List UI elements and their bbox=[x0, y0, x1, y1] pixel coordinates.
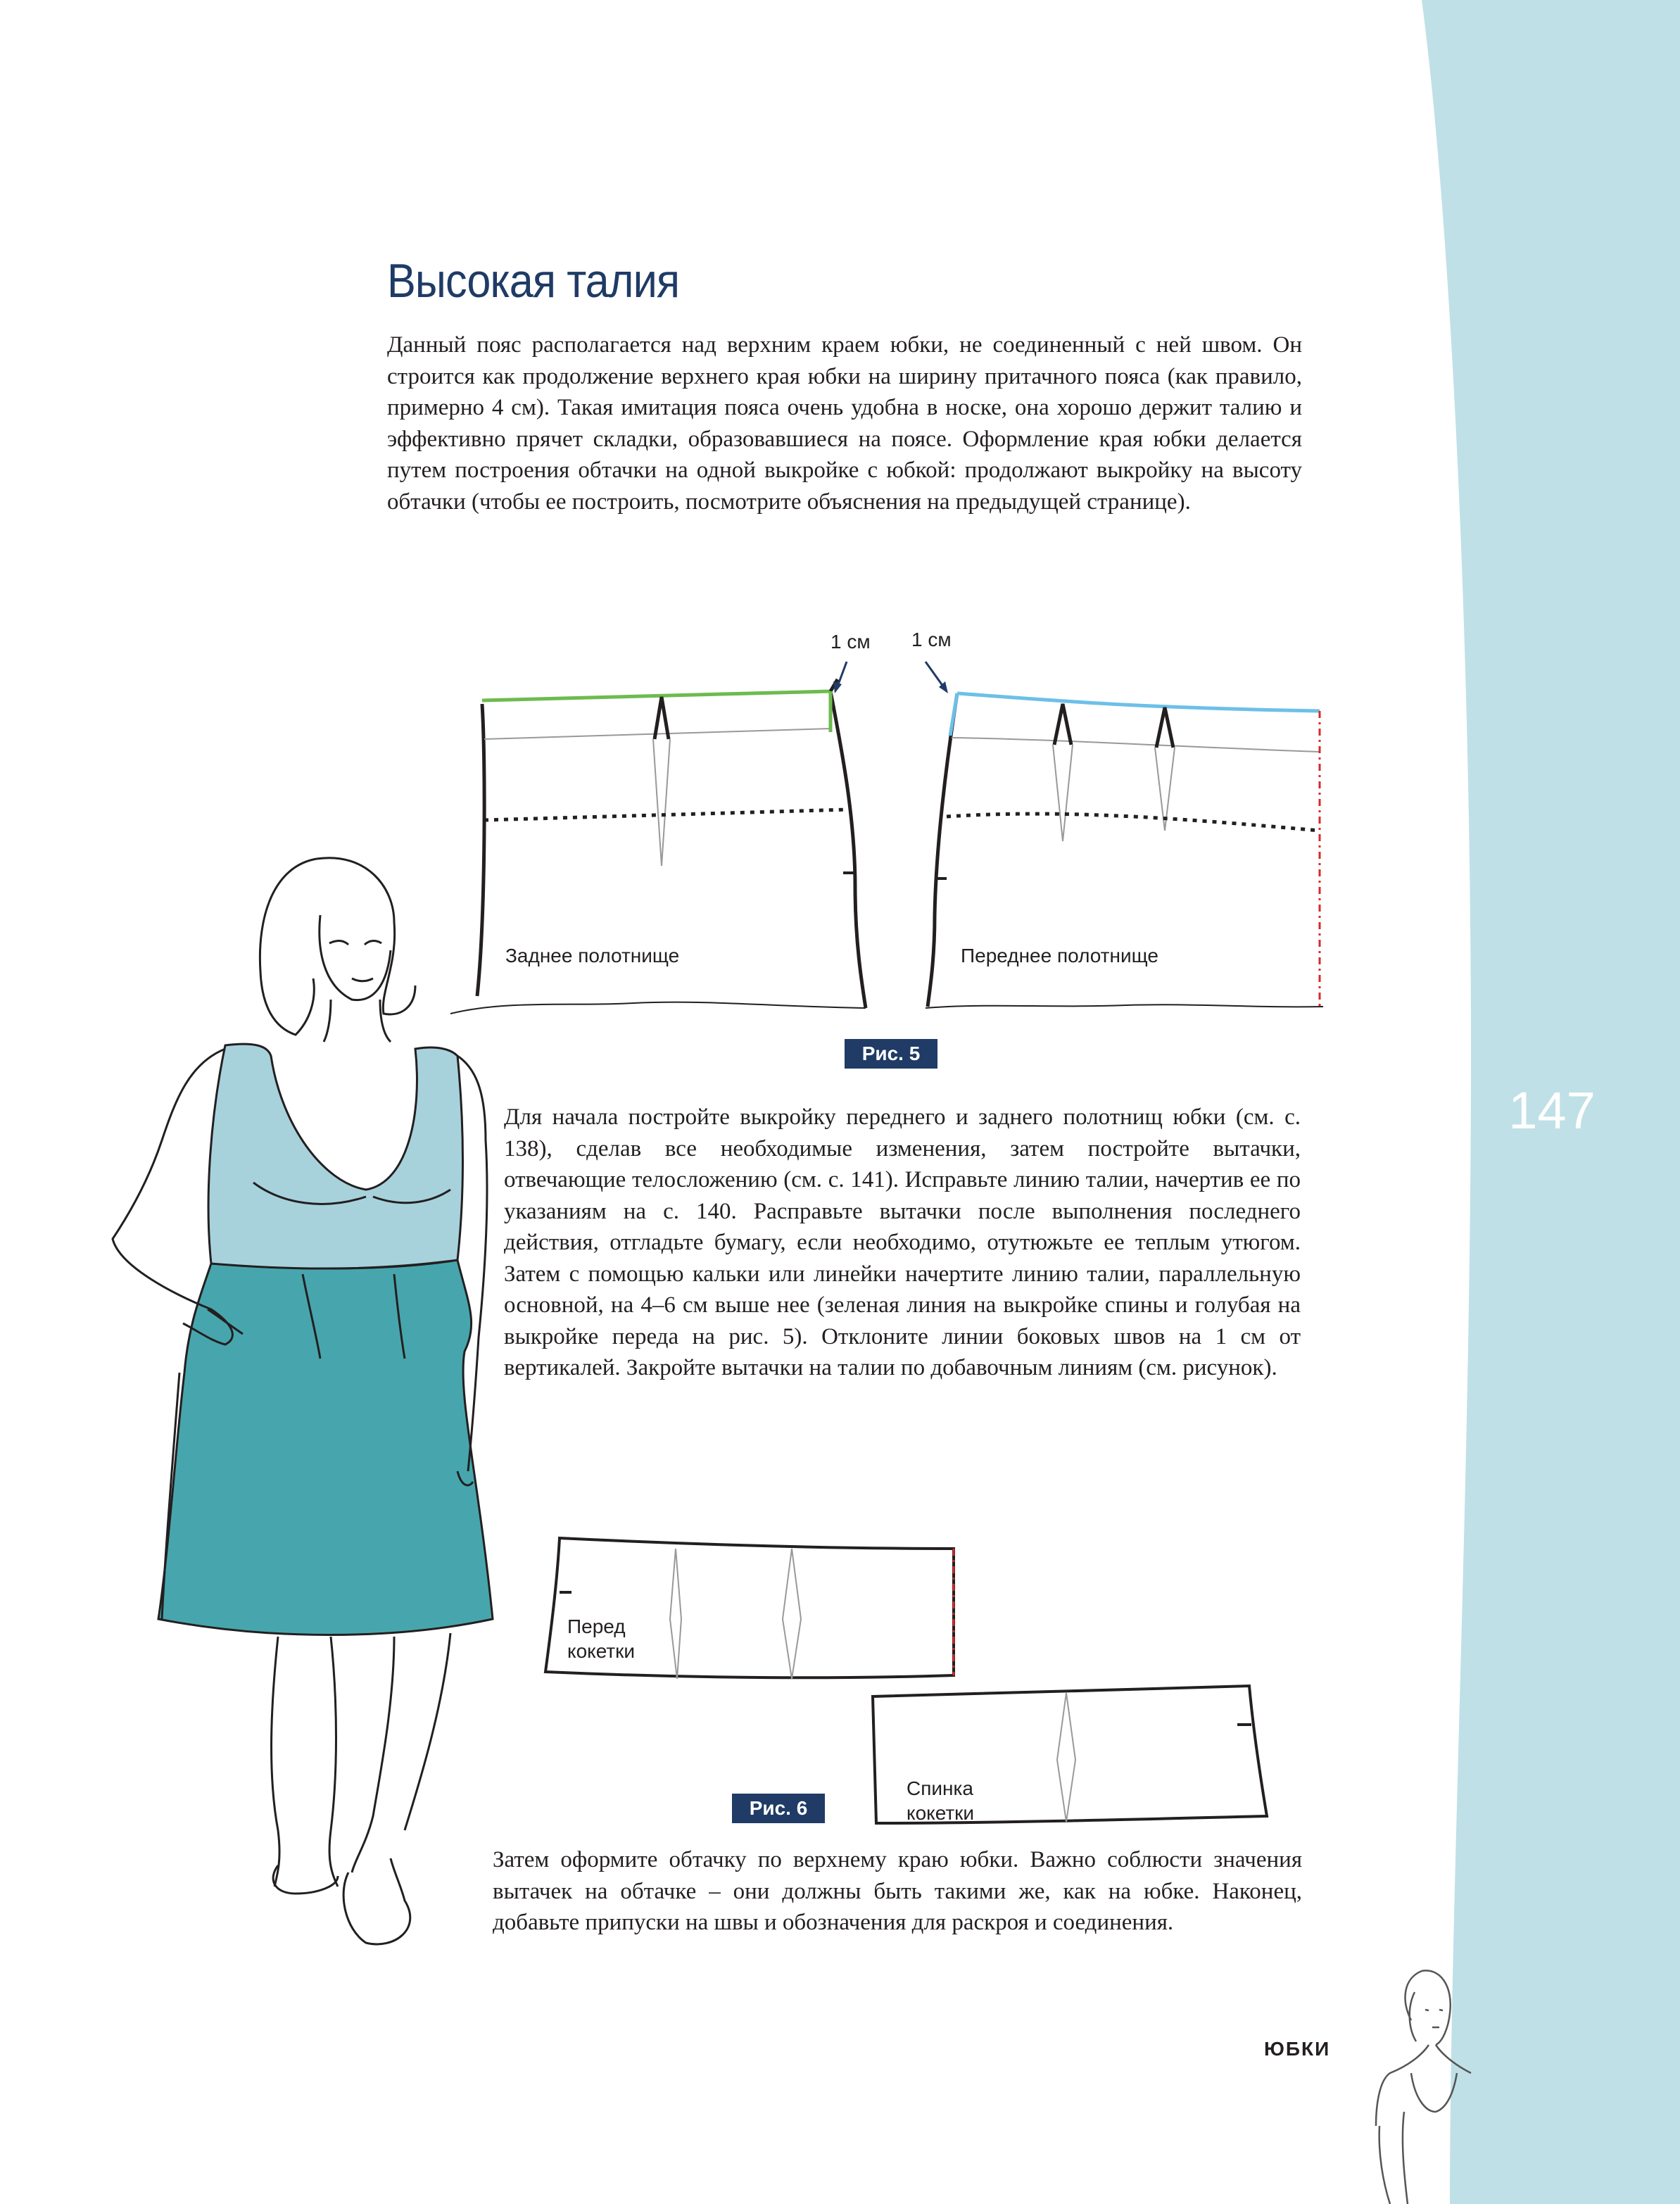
intro-paragraph: Данный пояс располагается над верхним краем юбки, не соединенный с ней швом. Он строится как продолжение верхнего края юбки на ширину притачного пояса (как правило, примерно 4 см). Такая имитация пояса очень удобна в носке, она хорошо держит талию и эффективно прячет складки, образовавшиеся на поясе. Оформление края юбки делается путем построения обтачки на одной выкройке с юбкой: продолжают выкройку на высоту обтачки (чтобы ее построить, посмотрите объяснения на предыдущей странице). bbox=[387, 332, 1302, 515]
section-title: Высокая талия bbox=[387, 254, 680, 308]
final-paragraph: Затем оформите обтачку по верхнему краю юбки. Важно соблюсти значения вытачек на обтачке – они должны быть такими же, как на юбке. Наконец, добавьте припуски на швы и обозначения для раскроя и соединения. bbox=[493, 1847, 1302, 1935]
back-panel-label: Заднее полотнище bbox=[505, 945, 680, 966]
figure5-badge: Рис. 5 bbox=[845, 1039, 937, 1069]
front-yoke-label-1: Перед bbox=[567, 1616, 626, 1637]
page-number: 147 bbox=[1508, 1081, 1596, 1140]
measure-label-back: 1 см bbox=[830, 631, 871, 653]
front-panel-label: Переднее полотнище bbox=[961, 945, 1158, 966]
measure-label-front: 1 см bbox=[911, 629, 952, 650]
figure6-badge: Рис. 6 bbox=[732, 1794, 825, 1823]
front-yoke-label-2: кокетки bbox=[567, 1640, 636, 1662]
front-yoke-dart1 bbox=[670, 1549, 677, 1679]
front-yoke-dart2 bbox=[783, 1549, 792, 1679]
section-footer-label: ЮБКИ bbox=[1264, 2038, 1331, 2060]
back-yoke-dart bbox=[1057, 1693, 1066, 1822]
back-yoke-label-2: кокетки bbox=[907, 1802, 975, 1824]
back-yoke-label-1: Спинка bbox=[907, 1777, 973, 1799]
steps-paragraph: Для начала постройте выкройку переднего и заднего полотнищ юбки (см. с. 138), сделав все необходимые изменения, затем постройте вытачки, отвечающие телосложению (см. с. 141). Исправьте линию талии, начертив ее по указаниям на с. 140. Расправьте вытачки после выполнения последнего действия, отгладьте бумагу, если необходимо, отутюжьте ее теплым утюгом. Затем с помощью кальки или линейки начертите линию талии, параллельную основной, на 4–6 см выше нее (зеленая линия на выкройке спины и голубая на выкройке переда на рис. 5). Отклоните линии боковых швов на 1 см от вертикалей. Закройте вытачки на талии по добавочным линиям (см. рисунок). bbox=[504, 1104, 1301, 1380]
